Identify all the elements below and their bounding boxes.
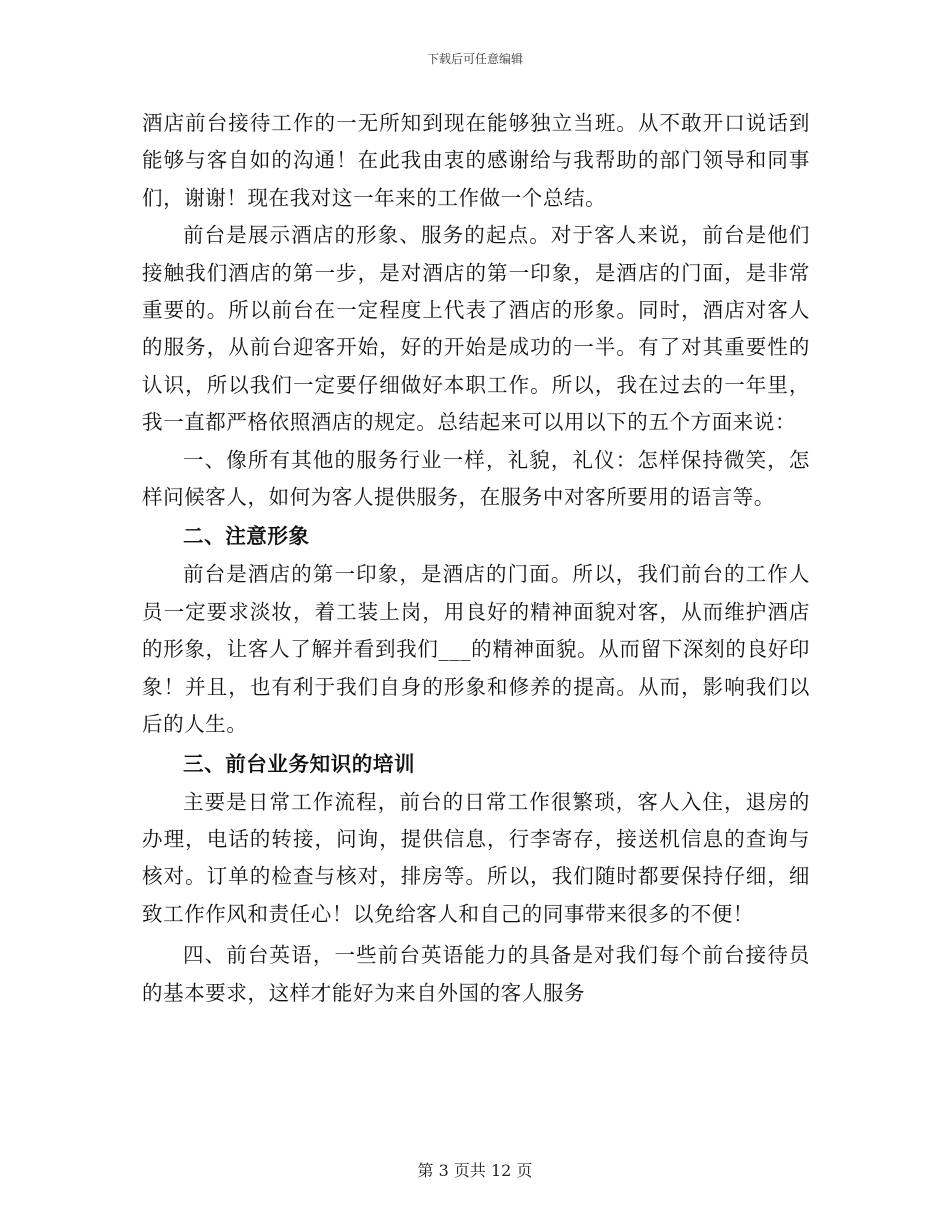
paragraph-2: 前台是展示酒店的形象、服务的起点。对于客人来说，前台是他们接触我们酒店的第一步，是对酒店的第一印象，是酒店的门面，是非常重要的。所以前台在一定程度上代表了酒店的形象。同时，酒店对客人的服务，从前台迎客开始，好的开始是成功的一半。有了对其重要性的认识，所以我们一定要仔细做好本职工作。所以，我在过去的一年里，我一直都严格依照酒店的规定。总结起来可以用以下的五个方面来说：: [142, 223, 810, 435]
paragraph-3: 一、像所有其他的服务行业一样，礼貌，礼仪：怎样保持微笑，怎样问候客人，如何为客人提供服务，在服务中对客所要用的语言等。: [142, 447, 810, 510]
page-header: 下载后可任意编辑: [426, 52, 523, 66]
section-heading-2: 二、注意形象: [183, 524, 310, 549]
paragraph-1: 酒店前台接待工作的一无所知到现在能够独立当班。从不敢开口说话到能够与客自如的沟通！在此我由衷的感谢给与我帮助的部门领导和同事们，谢谢！现在我对这一年来的工作做一个总结。: [142, 111, 810, 210]
page-number-footer: 第 3 页共 12 页: [417, 1161, 533, 1180]
paragraph-5: 主要是日常工作流程，前台的日常工作很繁琐，客人入住，退房的办理，电话的转接，问询，提供信息，行李寄存，接送机信息的查询与核对。订单的检查与核对，排房等。所以，我们随时都要保持仔细，细致工作作风和责任心！以免给客人和自己的同事带来很多的不便！: [142, 789, 810, 926]
paragraph-4: 前台是酒店的第一印象，是酒店的门面。所以，我们前台的工作人员一定要求淡妆，着工装上岗，用良好的精神面貌对客，从而维护酒店的形象，让客人了解并看到我们___的精神面貌。从而留下深刻的良好印象！并且，也有利于我们自身的形象和修养的提高。从而，影响我们以后的人生。: [142, 562, 810, 737]
section-heading-3: 三、前台业务知识的培训: [183, 751, 416, 776]
document-body: [142, 105, 810, 1012]
paragraph-6: 四、前台英语，一些前台英语能力的具备是对我们每个前台接待员的基本要求，这样才能好为来自外国的客人服务: [142, 943, 810, 1005]
